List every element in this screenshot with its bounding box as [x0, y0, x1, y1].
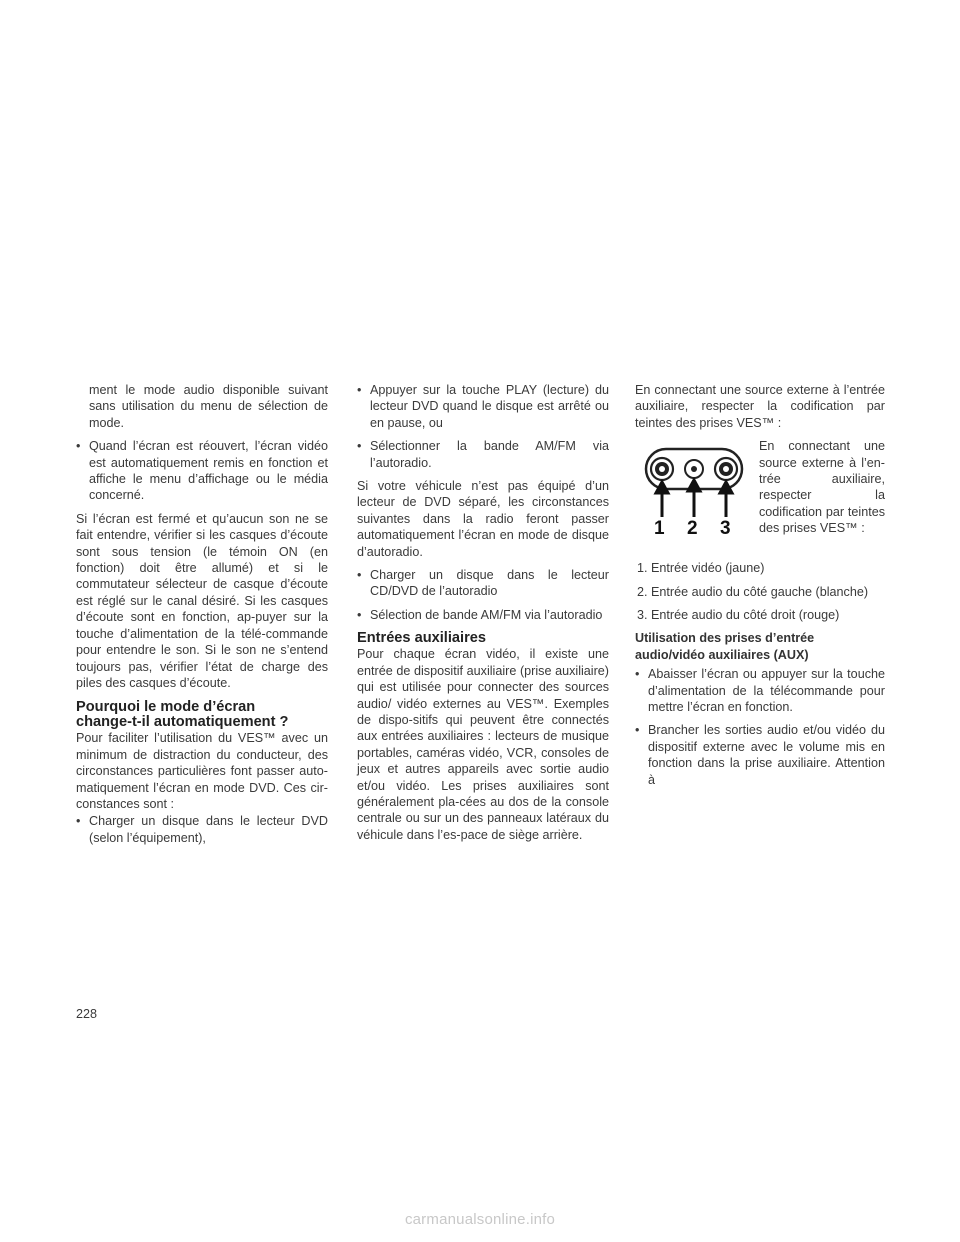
- list-item: 3. Entrée audio du côté droit (rouge): [637, 608, 840, 623]
- bullet-item: • Appuyer sur la touche PLAY (lecture) du lecteur DVD quand le disque est arrêté ou en pause, ou: [357, 382, 609, 431]
- subheading: Utilisation des prises d’entrée audio/vidéo auxiliaires (AUX): [635, 631, 815, 662]
- column-middle: [357, 382, 609, 844]
- bullet-item: • Abaisser l’écran ou appuyer sur la touche d’alimentation de la télécommande pour mettre l’écran en fonction.: [635, 666, 885, 715]
- column-right: [635, 382, 885, 795]
- bullet-item: • Charger un disque dans le lecteur CD/DVD de l’autoradio: [357, 567, 609, 600]
- paragraph: Pour faciliter l’utilisation du VES™ avec un minimum de distraction du conducteur, des circonstances particulières font passer auto-matiquement l’écran en mode DVD. Ces cir-constances sont :: [76, 731, 328, 811]
- figure-caption: En connectant une source externe à l’en-trée auxiliaire, respecter la codification par teintes des prises VES™ :: [759, 439, 885, 536]
- heading-line-2: change-t-il automatiquement ?: [76, 714, 289, 731]
- paragraph: Si votre véhicule n’est pas équipé d’un lecteur de DVD séparé, les circonstances suivantes dans la radio feront passer automatiquement l’écran en mode de disque d’autoradio.: [357, 479, 609, 559]
- continued-paragraph: ment le mode audio disponible suivant sans utilisation du menu de sélection de mode.: [89, 383, 328, 430]
- bullet-item: • Quand l’écran est réouvert, l’écran vidéo est automatiquement remis en fonction et affiche le menu d’affichage ou le média concerné.: [76, 438, 328, 504]
- figure-label-3: 3: [720, 518, 731, 535]
- arrow-2-icon: [688, 480, 700, 517]
- section-heading: Entrées auxiliaires: [357, 630, 486, 647]
- page-number: 228: [76, 1007, 98, 1021]
- arrow-3-icon: [720, 482, 732, 517]
- aux-jacks-illustration: [643, 444, 747, 534]
- audio-right-jack-pin: [723, 466, 729, 472]
- figure-label-2: 2: [687, 518, 698, 535]
- column-left: [76, 382, 328, 853]
- bullet-item: • Charger un disque dans le lecteur DVD (selon l’équipement),: [76, 813, 328, 846]
- bullet-item: • Brancher les sorties audio et/ou vidéo du dispositif externe avec le volume mis en fonction dans la prise auxiliaire. Attention à: [635, 722, 885, 788]
- audio-left-jack-pin: [691, 466, 697, 472]
- watermark: carmanualsonline.info: [404, 1211, 556, 1228]
- list-item: 1. Entrée vidéo (jaune): [637, 561, 765, 576]
- arrow-1-icon: [656, 482, 668, 517]
- bullet-item: • Sélection de bande AM/FM via l’autoradio: [357, 607, 609, 623]
- aux-jacks-figure: [635, 438, 885, 556]
- video-jack-pin: [659, 466, 665, 472]
- section-heading: [76, 700, 328, 730]
- list-item: 2. Entrée audio du côté gauche (blanche): [637, 584, 869, 599]
- paragraph: En connectant une source externe à l’entrée auxiliaire, respecter la codification par teintes des prises VES™ :: [635, 383, 885, 430]
- figure-label-1: 1: [654, 518, 665, 535]
- paragraph: Si l’écran est fermé et qu’aucun son ne se fait entendre, vérifier si les casques d’écoute sont sous tension (le témoin ON (en fonction) doit être allumé) et si le commutateur sélecteur de casque d’écoute est réglé sur le canal désiré. Si les casques d’écoute sont en fonction, ap-puyer sur la touche d’alimentation de la télé-commande pour entendre le son. Si le son ne s’entend toujours pas, vérifier l’état de charge des piles des casques d’écoute.: [76, 511, 328, 690]
- heading-line-1: Pourquoi le mode d’écran: [76, 699, 256, 716]
- paragraph: Pour chaque écran vidéo, il existe une entrée de dispositif auxiliaire (prise auxiliaire) qui est utilisée pour connecter des sources audio/ vidéo externes au VES™. Exemples de dispo-sitifs qui peuvent être connectés aux entrées auxiliaires : lecteurs de musique portables, caméras vidéo, VCR, consoles de jeux et autres appareils avec sortie audio et/ou vidéo. Les prises auxiliaires sont généralement pla-cées au dos de la console centrale ou sur un des panneaux latéraux du véhicule dans l’es-pace de siège arrière.: [357, 647, 609, 842]
- bullet-item: • Sélectionner la bande AM/FM via l’autoradio.: [357, 438, 609, 471]
